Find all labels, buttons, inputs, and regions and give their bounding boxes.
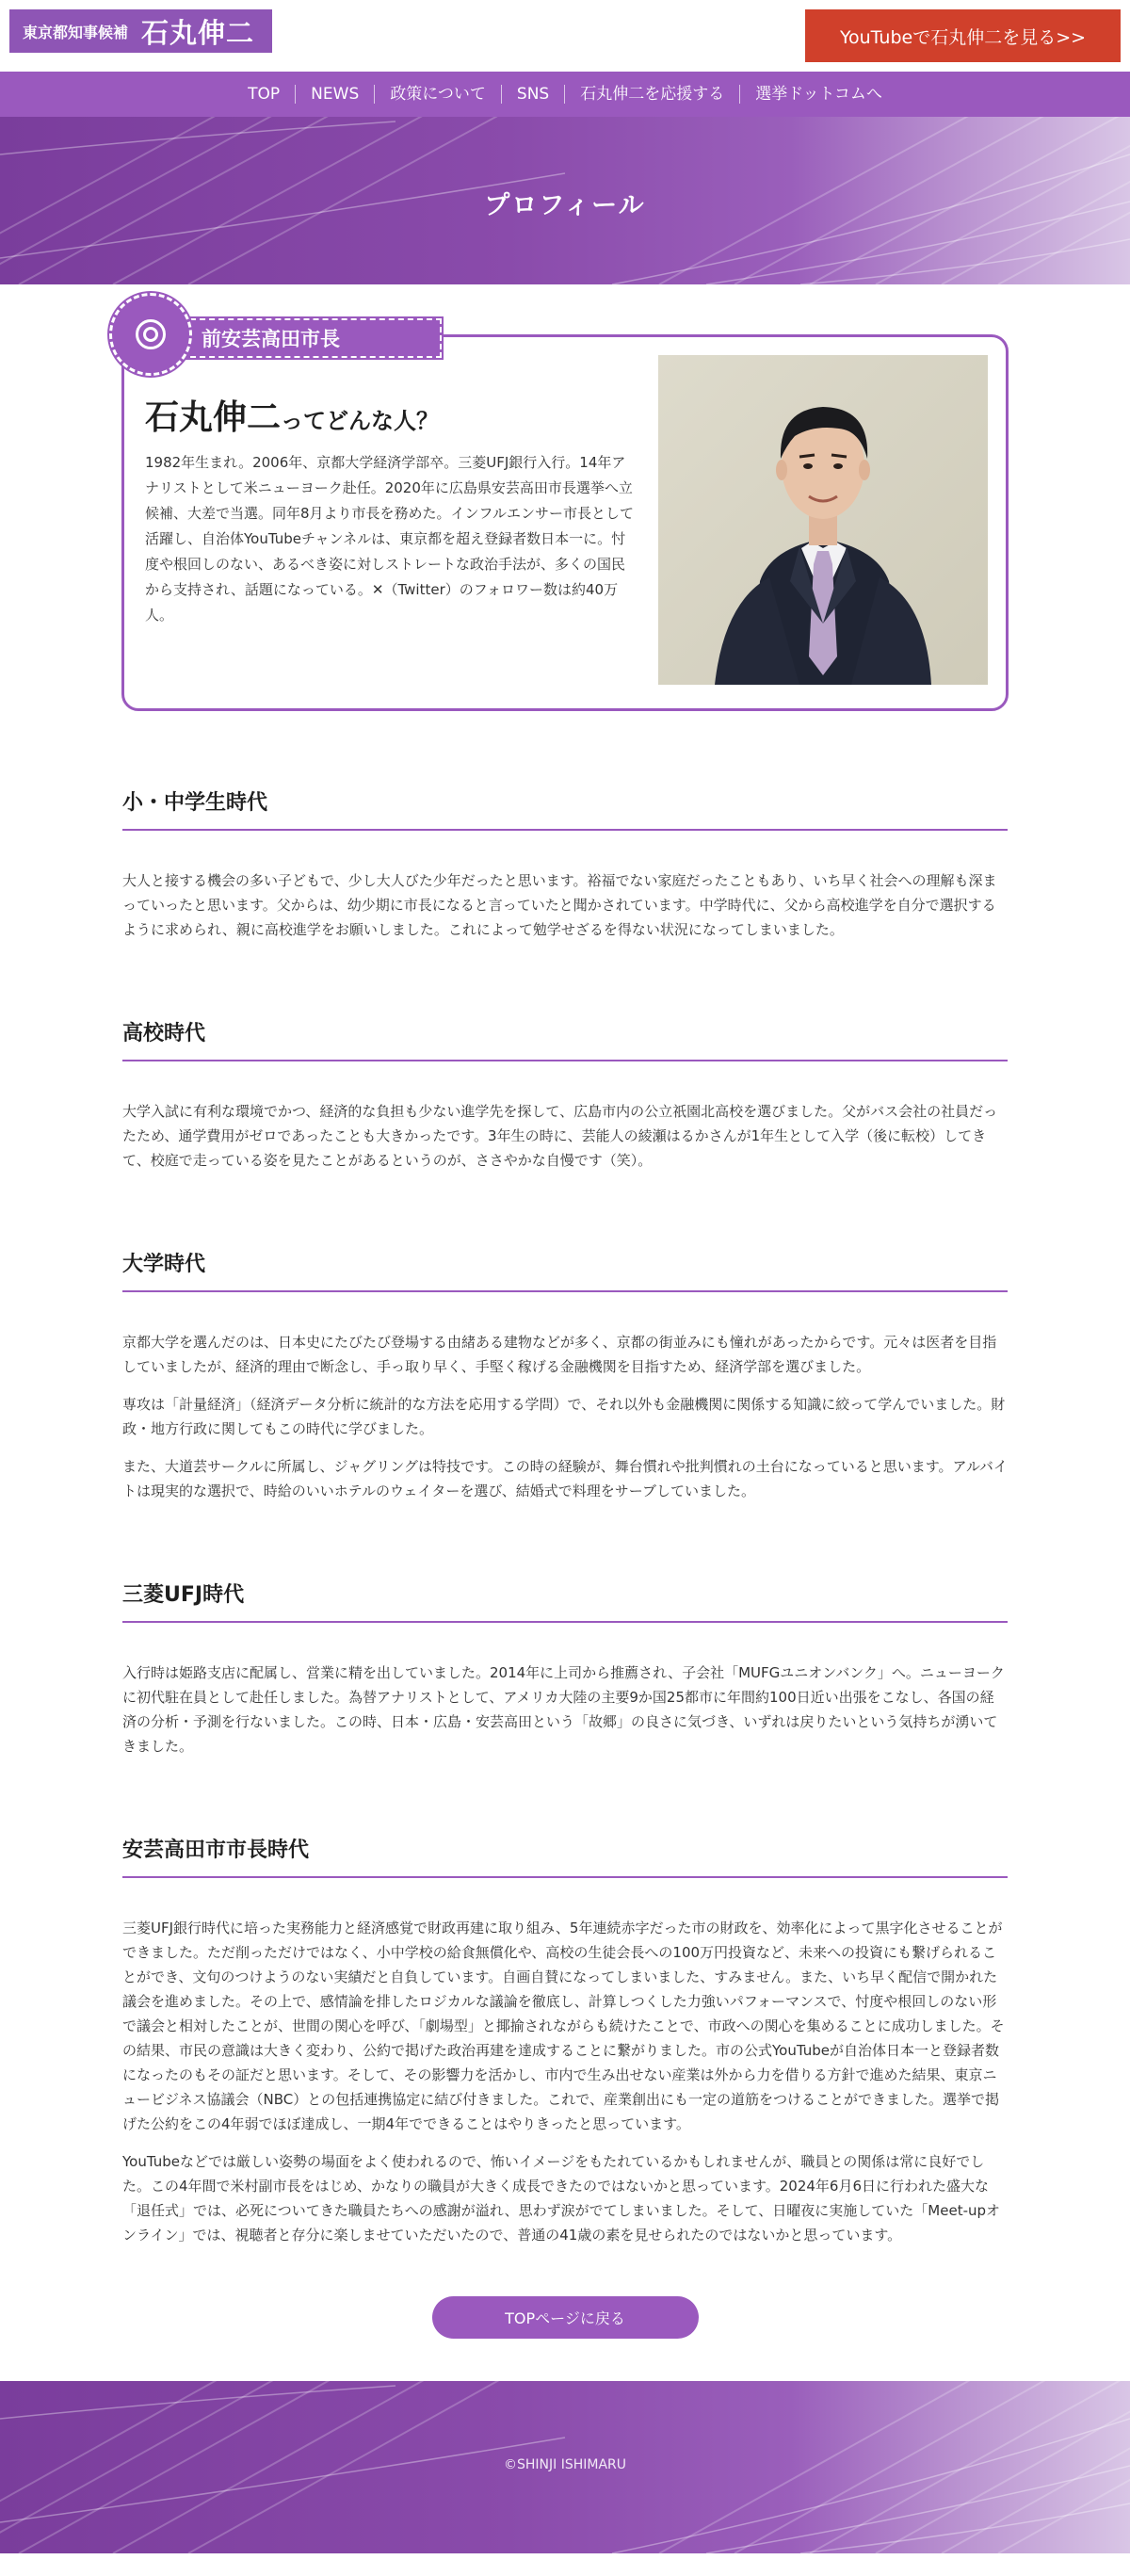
site-header (0, 0, 1130, 72)
back-to-top-button[interactable]: TOPページに戻る (432, 2296, 699, 2339)
youtube-button[interactable]: YouTubeで石丸伸二を見る>> (805, 9, 1121, 62)
section-paragraph: 京都大学を選んだのは、日本史にたびたび登場する由緒ある建物などが多く、京都の街並みにも憧れがあったからです。元々は医者を目指していましたが、経済的理由で断念し、手っ取り早く、手堅く稼げる金融機関を目指すため、経済学部を選びました。 (122, 1334, 997, 1375)
main-nav (0, 72, 1130, 117)
nav-item-senkyo[interactable]: 選挙ドットコムへ (739, 85, 897, 104)
nav-item-news[interactable]: NEWS (295, 85, 374, 104)
back-to-top-wrap (0, 2296, 1130, 2339)
copyright-text: ©SHINJI ISHIMARU (503, 2457, 627, 2472)
target-icon (109, 293, 192, 376)
nav-item-policy[interactable]: 政策について (374, 85, 501, 104)
profile-section (121, 328, 1009, 711)
section-heading: 安芸高田市市長時代 (122, 1834, 1008, 1878)
section-mayor (122, 1834, 1008, 2247)
section-paragraph: YouTubeなどでは厳しい姿勢の場面をよく使われるので、怖いイメージをもたれているかもしれませんが、職員との関係は常に良好でした。この4年間で米村副市長をはじめ、かなりの職員が大きく成長できたのではないかと思っています。2024年6月6日に行われた盛大な「退任式」では、必死についてきた職員たちへの感謝が溢れ、思わず涙がでてしまいました。そして、日曜夜に実施していた「Meet-upオンライン」では、視聴者と存分に楽しませていただいたので、普通の41歳の素を見せられたのではないかと思っています。 (122, 2153, 1001, 2244)
section-highschool (122, 1017, 1008, 1173)
site-footer (0, 2381, 1130, 2553)
profile-name: 石丸伸二 (145, 398, 282, 437)
profile-name-suffix: ってどんな人？ (281, 408, 440, 434)
page-banner (0, 117, 1130, 284)
profile-description: 1982年生まれ。2006年、京都大学経済学部卒。三菱UFJ銀行入行。14年アナリストとして米ニューヨーク赴任。2020年に広島県安芸高田市長選挙へ立候補、大差で当選。同年8月より市長を務めた。インフルエンサー市長として活躍し、自治体YouTubeチャンネルは、東京都を超え登録者数日本一に。忖度や根回しのない、あるべき姿に対しストレートな政治手法が、多くの国民から支持され、話題になっている。✕（Twitter）のフォロワー数は約40万人。 (145, 454, 634, 624)
logo-subtitle: 東京都知事候補 (23, 23, 129, 41)
section-paragraph: 専攻は「計量経済」（経済データ分析に統計的な方法を応用する学問）で、それ以外も金融機関に関係する知識に絞って学んでいました。財政・地方行政に関してもこの時代に学びました。 (122, 1396, 1006, 1437)
nav-item-sns[interactable]: SNS (501, 85, 564, 104)
section-elementary (122, 786, 1008, 942)
profile-heading (145, 391, 439, 439)
section-paragraph: 大学入試に有利な環境でかつ、経済的な負担も少ない進学先を探して、広島市内の公立祇園北高校を選びました。父がバス会社の社員だったため、通学費用がゼロであったことも大きかったです。3年生の時に、芸能人の綾瀬はるかさんが1年生として入学（後に転校）してきて、校庭で走っている姿を見たことがあるというのが、ささやかな自慢です（笑）。 (122, 1103, 998, 1169)
nav-item-top[interactable]: TOP (248, 85, 281, 104)
profile-card (121, 328, 1009, 711)
portrait-photo (658, 355, 988, 685)
section-heading: 大学時代 (122, 1248, 1008, 1292)
section-paragraph: 三菱UFJ銀行時代に培った実務能力と経済感覚で財政再建に取り組み、5年連続赤字だった市の財政を、効率化によって黒字化させることができました。ただ削っただけではなく、小中学校の給食無償化や、高校の生徒会長への100万円投資など、未来への投資にも繋げられることができ、文句のつけようのない実績だと自負しています。自画自賛になってしまいました、すみません。また、いち早く配信で開かれた議会を進めました。その上で、感情論を排したロジカルな議論を徹底し、計算しつくした力強いパフォーマンスで、忖度や根回しのない形で議会と相対したことが、世間の関心を呼び、「劇場型」と揶揄されながらも続けたことで、市政への関心を集めることに成功しました。その結果、市民の意識は大きく変わり、公約で掲げた政治再建を達成することに繋がりました。市の公式YouTubeが自治体日本一と登録者数になったのもその証だと思います。そして、その影響力を活かし、市内で生み出せない産業は外から力を借りる方針で進めた結果、東京ニュービジネス協議会（NBC）との包括連携協定に結び付きました。これで、産業創出にも一定の道筋をつけることができました。選挙で掲げた公約をこの4年弱でほぼ達成し、一期4年でできることはやりきったと思っています。 (122, 1920, 1005, 2132)
section-heading: 小・中学生時代 (122, 786, 1008, 831)
section-paragraph: 大人と接する機会の多い子どもで、少し大人びた少年だったと思います。裕福でない家庭だったこともあり、いち早く社会への理解も深まっていったと思います。父からは、幼少期に市長になると言っていたと聞かされています。中学時代に、父から高校進学を自分で選択するように求められ、親に高校進学をお願いしました。これによって勉学せざるを得ない状況になってしまいました。 (122, 872, 997, 938)
page-title: プロフィール (484, 191, 646, 220)
site-logo[interactable] (9, 9, 272, 53)
history-sections (122, 786, 1008, 2247)
section-paragraph: 入行時は姫路支店に配属し、営業に精を出していました。2014年に上司から推薦され、子会社「MUFGユニオンバンク」へ。ニューヨークに初代駐在員として赴任しました。為替アナリストとして、アメリカ大陸の主要9か国25都市に年間約100日近い出張をこなし、各国の経済の分析・予測を行ないました。この時、日本・広島・安芸高田という「故郷」の良さに気づき、いずれは戻りたいという気持ちが湧いてきました。 (122, 1664, 1005, 1755)
section-university (122, 1248, 1008, 1503)
former-mayor-badge: 前安芸高田市長 (181, 318, 442, 358)
section-paragraph: また、大道芸サークルに所属し、ジャグリングは特技です。この時の経験が、舞台慣れや批判慣れの土台になっていると思います。アルバイトは現実的な選択で、時給のいいホテルのウェイターを選び、結婚式で料理をサーブしていました。 (122, 1458, 1008, 1499)
section-heading: 高校時代 (122, 1017, 1008, 1061)
section-mufg (122, 1579, 1008, 1758)
section-heading: 三菱UFJ時代 (122, 1579, 1008, 1623)
logo-name: 石丸伸二 (141, 16, 255, 49)
nav-item-support[interactable]: 石丸伸二を応援する (564, 85, 739, 104)
